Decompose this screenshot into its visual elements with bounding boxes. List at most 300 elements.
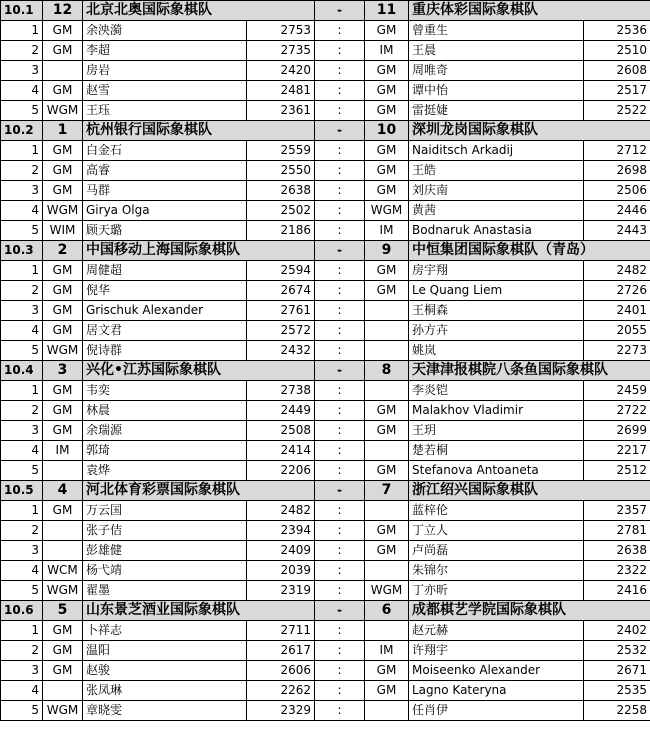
table-row <box>1 381 650 401</box>
table-row <box>1 281 650 301</box>
away-player-rating: 2535 <box>584 681 650 701</box>
away-player-title: GM <box>365 101 409 121</box>
result-placeholder: : <box>315 561 365 581</box>
away-player-title <box>365 561 409 581</box>
table-row <box>1 41 650 61</box>
away-player-name: 房宇翔 <box>409 261 584 281</box>
away-player-title: GM <box>365 81 409 101</box>
away-player-name: 黄茜 <box>409 201 584 221</box>
result-placeholder: : <box>315 581 365 601</box>
home-player-rating: 2432 <box>247 341 315 361</box>
table-row <box>1 501 650 521</box>
home-player-title <box>43 61 83 81</box>
away-player-name: 周唯奇 <box>409 61 584 81</box>
board-number: 1 <box>1 261 43 281</box>
home-player-name: 赵骏 <box>83 661 247 681</box>
home-team-seed: 5 <box>43 601 83 621</box>
away-player-name: 丁亦昕 <box>409 581 584 601</box>
home-player-rating: 2761 <box>247 301 315 321</box>
match-board-number: 10.6 <box>1 601 43 621</box>
away-team-seed: 11 <box>365 1 409 21</box>
match-board-number: 10.3 <box>1 241 43 261</box>
away-player-title: GM <box>365 401 409 421</box>
away-player-rating: 2055 <box>584 321 650 341</box>
table-row <box>1 181 650 201</box>
result-placeholder: : <box>315 301 365 321</box>
away-player-name: Naiditsch Arkadij <box>409 141 584 161</box>
home-player-title: WGM <box>43 201 83 221</box>
home-player-rating: 2711 <box>247 621 315 641</box>
away-player-name: Moiseenko Alexander <box>409 661 584 681</box>
away-player-title: GM <box>365 61 409 81</box>
board-number: 2 <box>1 521 43 541</box>
home-player-title: GM <box>43 281 83 301</box>
match-separator: - <box>315 481 365 501</box>
home-player-name: 高睿 <box>83 161 247 181</box>
away-player-name: 王晨 <box>409 41 584 61</box>
home-player-title: GM <box>43 81 83 101</box>
home-player-name: 余瑞源 <box>83 421 247 441</box>
table-row <box>1 521 650 541</box>
result-placeholder: : <box>315 221 365 241</box>
result-placeholder: : <box>315 541 365 561</box>
home-player-rating: 2738 <box>247 381 315 401</box>
away-player-rating: 2258 <box>584 701 650 721</box>
home-player-name: 王珏 <box>83 101 247 121</box>
away-player-rating: 2522 <box>584 101 650 121</box>
away-player-title <box>365 441 409 461</box>
home-player-title: GM <box>43 641 83 661</box>
home-player-title: GM <box>43 621 83 641</box>
away-player-title: GM <box>365 141 409 161</box>
away-player-rating: 2510 <box>584 41 650 61</box>
table-row <box>1 21 650 41</box>
home-player-title: GM <box>43 321 83 341</box>
board-number: 2 <box>1 401 43 421</box>
table-row <box>1 221 650 241</box>
home-player-rating: 2449 <box>247 401 315 421</box>
home-player-name: 房岩 <box>83 61 247 81</box>
board-number: 3 <box>1 421 43 441</box>
match-separator: - <box>315 361 365 381</box>
home-player-name: 韦奕 <box>83 381 247 401</box>
home-player-rating: 2606 <box>247 661 315 681</box>
result-placeholder: : <box>315 341 365 361</box>
away-player-rating: 2699 <box>584 421 650 441</box>
home-player-name: 温阳 <box>83 641 247 661</box>
board-number: 2 <box>1 161 43 181</box>
table-row <box>1 401 650 421</box>
match-header-row <box>1 361 650 381</box>
away-player-rating: 2506 <box>584 181 650 201</box>
away-player-title: WGM <box>365 581 409 601</box>
away-player-name: 楚若桐 <box>409 441 584 461</box>
away-player-name: 卢尚磊 <box>409 541 584 561</box>
table-row <box>1 561 650 581</box>
home-player-name: 居文君 <box>83 321 247 341</box>
home-player-name: 万云国 <box>83 501 247 521</box>
home-player-rating: 2674 <box>247 281 315 301</box>
away-player-rating: 2532 <box>584 641 650 661</box>
away-player-name: Malakhov Vladimir <box>409 401 584 421</box>
table-row <box>1 101 650 121</box>
board-number: 5 <box>1 461 43 481</box>
home-player-rating: 2753 <box>247 21 315 41</box>
home-player-rating: 2206 <box>247 461 315 481</box>
table-row <box>1 61 650 81</box>
match-separator: - <box>315 601 365 621</box>
result-placeholder: : <box>315 441 365 461</box>
away-player-name: 刘庆南 <box>409 181 584 201</box>
board-number: 5 <box>1 701 43 721</box>
board-number: 4 <box>1 321 43 341</box>
home-player-name: 马群 <box>83 181 247 201</box>
away-player-rating: 2217 <box>584 441 650 461</box>
away-player-title: IM <box>365 641 409 661</box>
away-player-rating: 2608 <box>584 61 650 81</box>
table-row <box>1 421 650 441</box>
away-player-rating: 2459 <box>584 381 650 401</box>
away-team-name: 浙江绍兴国际象棋队 <box>409 481 650 501</box>
away-player-rating: 2638 <box>584 541 650 561</box>
away-team-seed: 6 <box>365 601 409 621</box>
home-player-title: GM <box>43 161 83 181</box>
home-player-title: GM <box>43 501 83 521</box>
home-player-name: 顾天璐 <box>83 221 247 241</box>
match-header-row <box>1 1 650 21</box>
away-player-name: 许翔宇 <box>409 641 584 661</box>
away-player-title: GM <box>365 681 409 701</box>
result-placeholder: : <box>315 101 365 121</box>
table-row <box>1 81 650 101</box>
away-player-name: 王皓 <box>409 161 584 181</box>
board-number: 3 <box>1 181 43 201</box>
result-placeholder: : <box>315 141 365 161</box>
home-team-name: 北京北奥国际象棋队 <box>83 1 315 21</box>
home-player-name: 林晨 <box>83 401 247 421</box>
home-player-name: 卜祥志 <box>83 621 247 641</box>
board-number: 4 <box>1 81 43 101</box>
away-player-name: Le Quang Liem <box>409 281 584 301</box>
away-player-name: Lagno Kateryna <box>409 681 584 701</box>
away-player-title: GM <box>365 421 409 441</box>
away-player-rating: 2698 <box>584 161 650 181</box>
table-row <box>1 681 650 701</box>
home-player-rating: 2482 <box>247 501 315 521</box>
table-row <box>1 641 650 661</box>
match-header-row <box>1 601 650 621</box>
home-player-name: 杨弋靖 <box>83 561 247 581</box>
home-player-name: 张凤琳 <box>83 681 247 701</box>
board-number: 1 <box>1 381 43 401</box>
away-player-title <box>365 341 409 361</box>
home-player-rating: 2319 <box>247 581 315 601</box>
home-player-rating: 2420 <box>247 61 315 81</box>
away-team-seed: 8 <box>365 361 409 381</box>
away-player-rating: 2402 <box>584 621 650 641</box>
away-player-title: GM <box>365 661 409 681</box>
home-player-rating: 2572 <box>247 321 315 341</box>
home-team-seed: 4 <box>43 481 83 501</box>
away-player-name: 王桐森 <box>409 301 584 321</box>
home-player-title: WGM <box>43 101 83 121</box>
home-team-name: 杭州银行国际象棋队 <box>83 121 315 141</box>
board-number: 4 <box>1 681 43 701</box>
home-player-rating: 2550 <box>247 161 315 181</box>
home-player-title: GM <box>43 381 83 401</box>
match-board-number: 10.4 <box>1 361 43 381</box>
away-player-rating: 2671 <box>584 661 650 681</box>
table-row <box>1 301 650 321</box>
home-player-rating: 2414 <box>247 441 315 461</box>
home-team-seed: 1 <box>43 121 83 141</box>
home-player-title <box>43 541 83 561</box>
home-player-title: WGM <box>43 701 83 721</box>
board-number: 1 <box>1 21 43 41</box>
home-player-rating: 2361 <box>247 101 315 121</box>
home-player-rating: 2559 <box>247 141 315 161</box>
result-placeholder: : <box>315 401 365 421</box>
home-player-rating: 2039 <box>247 561 315 581</box>
away-player-name: 雷挺婕 <box>409 101 584 121</box>
home-player-name: Girya Olga <box>83 201 247 221</box>
away-player-title: GM <box>365 181 409 201</box>
home-player-rating: 2638 <box>247 181 315 201</box>
away-player-title: GM <box>365 261 409 281</box>
home-team-seed: 3 <box>43 361 83 381</box>
result-placeholder: : <box>315 81 365 101</box>
board-number: 4 <box>1 561 43 581</box>
match-separator: - <box>315 121 365 141</box>
result-placeholder: : <box>315 501 365 521</box>
home-player-name: 赵雪 <box>83 81 247 101</box>
away-player-rating: 2446 <box>584 201 650 221</box>
away-player-name: 曾重生 <box>409 21 584 41</box>
away-player-title: GM <box>365 541 409 561</box>
board-number: 5 <box>1 581 43 601</box>
match-separator: - <box>315 1 365 21</box>
board-number: 5 <box>1 101 43 121</box>
home-player-title: WGM <box>43 341 83 361</box>
away-player-rating: 2443 <box>584 221 650 241</box>
home-player-name: 翟墨 <box>83 581 247 601</box>
home-player-name: 倪华 <box>83 281 247 301</box>
home-player-rating: 2409 <box>247 541 315 561</box>
result-placeholder: : <box>315 621 365 641</box>
away-player-name: 丁立人 <box>409 521 584 541</box>
away-player-title <box>365 381 409 401</box>
board-number: 1 <box>1 141 43 161</box>
home-player-name: 彭雄健 <box>83 541 247 561</box>
home-player-title: GM <box>43 401 83 421</box>
result-placeholder: : <box>315 161 365 181</box>
board-number: 3 <box>1 61 43 81</box>
result-placeholder: : <box>315 321 365 341</box>
table-row <box>1 541 650 561</box>
away-player-rating: 2482 <box>584 261 650 281</box>
away-player-title: IM <box>365 221 409 241</box>
away-player-name: 任肖伊 <box>409 701 584 721</box>
away-team-seed: 7 <box>365 481 409 501</box>
board-number: 1 <box>1 501 43 521</box>
home-player-rating: 2508 <box>247 421 315 441</box>
away-team-name: 重庆体彩国际象棋队 <box>409 1 650 21</box>
home-player-name: 余泱漪 <box>83 21 247 41</box>
match-header-row <box>1 121 650 141</box>
home-player-title: WIM <box>43 221 83 241</box>
home-player-name: 白金石 <box>83 141 247 161</box>
result-placeholder: : <box>315 201 365 221</box>
away-player-title <box>365 321 409 341</box>
home-player-title: WCM <box>43 561 83 581</box>
home-team-name: 河北体育彩票国际象棋队 <box>83 481 315 501</box>
board-number: 3 <box>1 661 43 681</box>
table-row <box>1 661 650 681</box>
home-player-title: GM <box>43 301 83 321</box>
away-player-rating: 2322 <box>584 561 650 581</box>
home-player-rating: 2481 <box>247 81 315 101</box>
away-player-rating: 2536 <box>584 21 650 41</box>
board-number: 2 <box>1 41 43 61</box>
result-placeholder: : <box>315 701 365 721</box>
home-player-name: 袁烨 <box>83 461 247 481</box>
table-row <box>1 461 650 481</box>
match-board-number: 10.2 <box>1 121 43 141</box>
away-team-name: 深圳龙岗国际象棋队 <box>409 121 650 141</box>
table-row <box>1 701 650 721</box>
table-row <box>1 341 650 361</box>
home-player-title: GM <box>43 421 83 441</box>
result-placeholder: : <box>315 381 365 401</box>
home-player-title <box>43 461 83 481</box>
away-player-name: 李炎铠 <box>409 381 584 401</box>
away-player-rating: 2416 <box>584 581 650 601</box>
away-player-title <box>365 301 409 321</box>
home-player-title: GM <box>43 21 83 41</box>
home-player-title <box>43 681 83 701</box>
away-team-seed: 9 <box>365 241 409 261</box>
home-team-seed: 2 <box>43 241 83 261</box>
home-player-title: GM <box>43 261 83 281</box>
away-player-name: 孙方卉 <box>409 321 584 341</box>
away-player-name: 谭中怡 <box>409 81 584 101</box>
away-player-title <box>365 621 409 641</box>
away-player-title: GM <box>365 281 409 301</box>
away-player-title: IM <box>365 41 409 61</box>
away-player-name: 朱锦尔 <box>409 561 584 581</box>
home-player-rating: 2329 <box>247 701 315 721</box>
result-placeholder: : <box>315 521 365 541</box>
home-player-rating: 2735 <box>247 41 315 61</box>
away-player-name: 王玥 <box>409 421 584 441</box>
table-row <box>1 141 650 161</box>
board-number: 5 <box>1 221 43 241</box>
board-number: 3 <box>1 541 43 561</box>
home-player-title: GM <box>43 41 83 61</box>
away-player-title: GM <box>365 461 409 481</box>
table-row <box>1 621 650 641</box>
home-team-name: 山东景芝酒业国际象棋队 <box>83 601 315 621</box>
result-placeholder: : <box>315 21 365 41</box>
home-player-rating: 2594 <box>247 261 315 281</box>
home-player-title <box>43 521 83 541</box>
pairings-body <box>1 1 650 721</box>
away-player-rating: 2712 <box>584 141 650 161</box>
away-team-name: 天津津报棋院八条鱼国际象棋队 <box>409 361 650 381</box>
away-player-rating: 2401 <box>584 301 650 321</box>
match-header-row <box>1 481 650 501</box>
match-separator: - <box>315 241 365 261</box>
home-player-name: 郭琦 <box>83 441 247 461</box>
away-player-rating: 2512 <box>584 461 650 481</box>
away-player-rating: 2273 <box>584 341 650 361</box>
match-header-row <box>1 241 650 261</box>
away-player-rating: 2726 <box>584 281 650 301</box>
home-player-name: 张子佶 <box>83 521 247 541</box>
table-row <box>1 321 650 341</box>
away-team-name: 成都棋艺学院国际象棋队 <box>409 601 650 621</box>
board-number: 1 <box>1 621 43 641</box>
home-player-rating: 2262 <box>247 681 315 701</box>
away-player-rating: 2517 <box>584 81 650 101</box>
away-team-seed: 10 <box>365 121 409 141</box>
home-player-rating: 2186 <box>247 221 315 241</box>
away-player-title <box>365 701 409 721</box>
table-row <box>1 201 650 221</box>
away-player-name: 姚岚 <box>409 341 584 361</box>
home-player-name: Grischuk Alexander <box>83 301 247 321</box>
result-placeholder: : <box>315 461 365 481</box>
board-number: 2 <box>1 641 43 661</box>
away-player-title: GM <box>365 521 409 541</box>
away-player-rating: 2781 <box>584 521 650 541</box>
result-placeholder: : <box>315 281 365 301</box>
away-team-name: 中恒集团国际象棋队（青岛） <box>409 241 650 261</box>
result-placeholder: : <box>315 661 365 681</box>
home-team-name: 兴化•江苏国际象棋队 <box>83 361 315 381</box>
board-number: 3 <box>1 301 43 321</box>
board-number: 4 <box>1 441 43 461</box>
board-number: 5 <box>1 341 43 361</box>
home-player-rating: 2502 <box>247 201 315 221</box>
home-player-name: 周健超 <box>83 261 247 281</box>
home-player-title: GM <box>43 141 83 161</box>
home-player-name: 李超 <box>83 41 247 61</box>
home-team-name: 中国移动上海国际象棋队 <box>83 241 315 261</box>
home-player-rating: 2617 <box>247 641 315 661</box>
away-player-rating: 2357 <box>584 501 650 521</box>
home-player-title: WGM <box>43 581 83 601</box>
table-row <box>1 441 650 461</box>
away-player-rating: 2722 <box>584 401 650 421</box>
home-player-title: GM <box>43 181 83 201</box>
table-row <box>1 161 650 181</box>
home-player-title: GM <box>43 661 83 681</box>
board-number: 4 <box>1 201 43 221</box>
away-player-title <box>365 501 409 521</box>
table-row <box>1 581 650 601</box>
result-placeholder: : <box>315 681 365 701</box>
away-player-title: WGM <box>365 201 409 221</box>
result-placeholder: : <box>315 61 365 81</box>
result-placeholder: : <box>315 421 365 441</box>
home-player-name: 章晓雯 <box>83 701 247 721</box>
away-player-name: 赵元赫 <box>409 621 584 641</box>
away-player-name: Bodnaruk Anastasia <box>409 221 584 241</box>
away-player-name: 蓝梓伦 <box>409 501 584 521</box>
match-board-number: 10.5 <box>1 481 43 501</box>
result-placeholder: : <box>315 641 365 661</box>
